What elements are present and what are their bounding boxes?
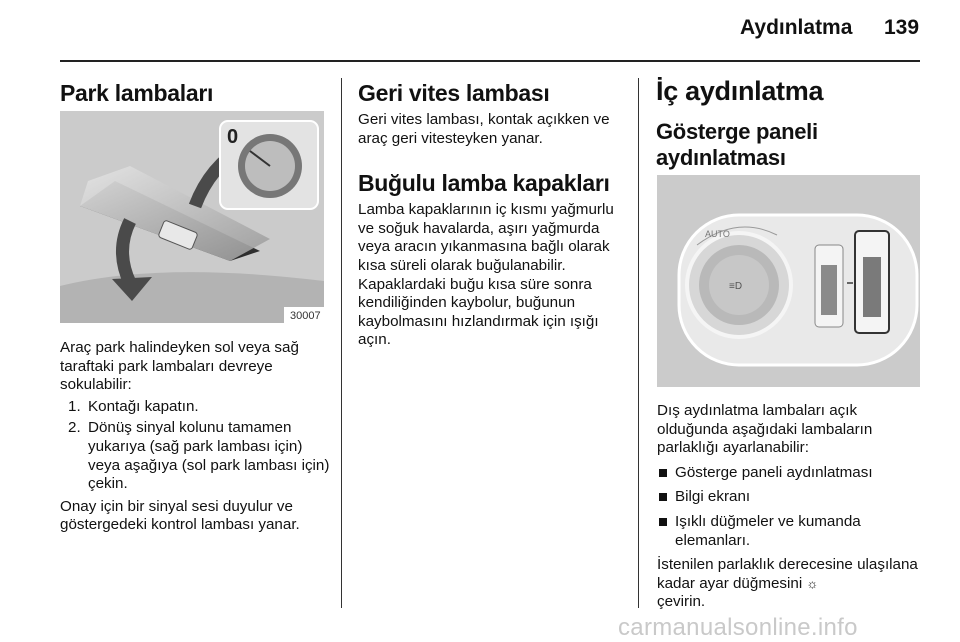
svg-text:0: 0 xyxy=(227,126,239,148)
park-lights-steps xyxy=(60,398,332,494)
header-rule xyxy=(60,60,920,62)
figure-light-switch-panel xyxy=(657,175,920,387)
page-number: 139 xyxy=(884,16,920,39)
list-item: Bilgi ekranı xyxy=(657,488,927,507)
park-lights-intro: Araç park halindeyken sol veya sağ taraftaki park lambaları devreye sokulabilir: xyxy=(60,339,299,394)
dashboard-lighting-list xyxy=(657,464,927,550)
list-item: Gösterge paneli aydınlatması xyxy=(657,464,927,483)
column-divider-2 xyxy=(638,78,639,608)
list-item: 2. Dönüş sinyal kolunu tamamen yukarıya (sağ park lambası için) veya aşağıya (sol park lambası için) çekin. xyxy=(68,419,330,493)
subsection-heading-dashboard-lighting: Gösterge paneli aydınlatması xyxy=(656,119,818,170)
light-switch-illustration xyxy=(657,175,920,387)
section-heading-park-lights: Park lambaları xyxy=(60,80,214,106)
watermark: carmanualsonline.info xyxy=(618,614,858,641)
lever-illustration xyxy=(60,111,324,323)
svg-text:AUTO: AUTO xyxy=(705,229,730,239)
figure-id-label: 30007 xyxy=(290,310,321,322)
fogged-covers-text: Lamba kapaklarının iç kısmı yağmurlu ve soğuk havalarda, aşırı yağmurda veya aracın yıkanmasına bağlı olarak kısa süreli olarak buğulanabilir. Kapaklardaki buğu kısa süre sonra kendiliğinden kaybolur, buğunun kaybolmasını hızlandırmak için ışığı açın. xyxy=(358,201,614,349)
column-1-body xyxy=(60,339,332,535)
dashboard-lighting-closing: İstenilen parlaklık derecesine ulaşılana kadar ayar düğmesini ☼ çevirin. xyxy=(657,556,918,611)
column-1 xyxy=(60,80,328,107)
page-header-title: Aydınlatma xyxy=(740,16,853,39)
svg-text:≡D: ≡D xyxy=(729,281,743,292)
column-2 xyxy=(358,80,626,350)
park-lights-confirmation: Onay için bir sinyal sesi duyulur ve göstergedeki kontrol lambası yanar. xyxy=(60,497,300,534)
dashboard-lighting-intro: Dış aydınlatma lambaları açık olduğunda aşağıdaki lambaların parlaklığı ayarlanabilir: xyxy=(657,402,873,457)
column-3-body xyxy=(657,402,927,612)
column-3 xyxy=(656,76,924,171)
list-item: 1. Kontağı kapatın. xyxy=(68,397,199,415)
section-heading-reverse-light: Geri vites lambası xyxy=(358,80,550,106)
list-item: Işıklı düğmeler ve kumanda elemanları. xyxy=(657,513,927,550)
reverse-light-text: Geri vites lambası, kontak açıkken ve araç geri vitesteyken yanar. xyxy=(358,111,610,147)
column-divider-1 xyxy=(341,78,342,608)
section-heading-interior-lighting: İç aydınlatma xyxy=(656,76,824,106)
section-heading-fogged-covers: Buğulu lamba kapakları xyxy=(358,170,610,197)
figure-turn-signal-lever xyxy=(60,111,324,323)
brightness-dial-icon: ☼ xyxy=(806,575,819,591)
